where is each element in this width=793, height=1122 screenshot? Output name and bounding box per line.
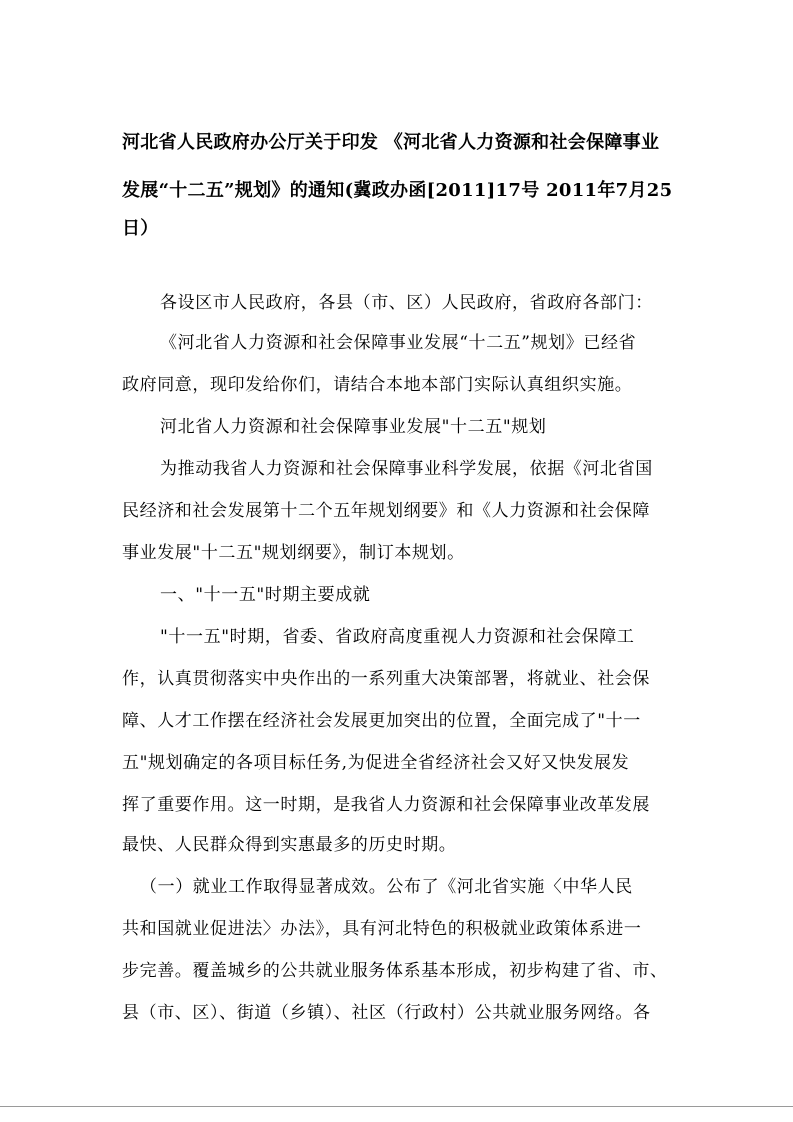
paragraph-line: 民经济和社会发展第十二个五年规划纲要》和《人力资源和社会保障 bbox=[122, 501, 650, 521]
paragraph-line: 政府同意，现印发给你们，请结合本地本部门实际认真组织实施。 bbox=[122, 375, 633, 395]
paragraph-line: "十一五"时期，省委、省政府高度重视人力资源和社会保障工 bbox=[160, 627, 635, 647]
section-heading: 一、"十一五"时期主要成就 bbox=[160, 585, 371, 605]
paragraph-line: 事业发展"十二五"规划纲要》，制订本规划。 bbox=[122, 543, 465, 563]
paragraph-line: 县（市、区）、街道（乡镇）、社区（行政村）公共就业服务网络。各 bbox=[122, 1003, 651, 1023]
subsection-line: （一）就业工作取得显著成效。公布了《河北省实施〈中华人民 bbox=[140, 877, 633, 897]
document-title-line-3: 日） bbox=[122, 218, 159, 239]
paragraph-line: 为推动我省人力资源和社会保障事业科学发展，依据《河北省国 bbox=[160, 459, 653, 479]
paragraph-line: 挥了重要作用。这一时期，是我省人力资源和社会保障事业改革发展 bbox=[122, 795, 650, 815]
paragraph-line: 作，认真贯彻落实中央作出的一系列重大决策部署，将就业、社会保 bbox=[122, 669, 650, 689]
salutation: 各设区市人民政府，各县（市、区）人民政府，省政府各部门： bbox=[160, 293, 653, 313]
page-divider bbox=[0, 1106, 793, 1107]
paragraph-line: 《河北省人力资源和社会保障事业发展“十二五”规划》已经省 bbox=[160, 333, 637, 353]
paragraph-line: 五"规划确定的各项目标任务,为促进全省经济社会又好又快发展发 bbox=[122, 753, 630, 773]
plan-heading: 河北省人力资源和社会保障事业发展"十二五"规划 bbox=[160, 417, 547, 437]
paragraph-line: 共和国就业促进法〉办法》，具有河北特色的积极就业政策体系进一 bbox=[122, 919, 642, 939]
document-title-line-1: 河北省人民政府办公厅关于印发 《河北省人力资源和社会保障事业 bbox=[122, 132, 660, 153]
paragraph-line: 最快、人民群众得到实惠最多的历史时期。 bbox=[122, 835, 457, 855]
document-title-line-2: 发展“十二五”规划》的通知(冀政办函[2011]17号 2011年7月25 bbox=[122, 180, 673, 201]
paragraph-line: 障、人才工作摆在经济社会发展更加突出的位置，全面完成了"十一 bbox=[122, 711, 641, 731]
paragraph-line: 步完善。覆盖城乡的公共就业服务体系基本形成，初步构建了省、市、 bbox=[122, 961, 668, 981]
